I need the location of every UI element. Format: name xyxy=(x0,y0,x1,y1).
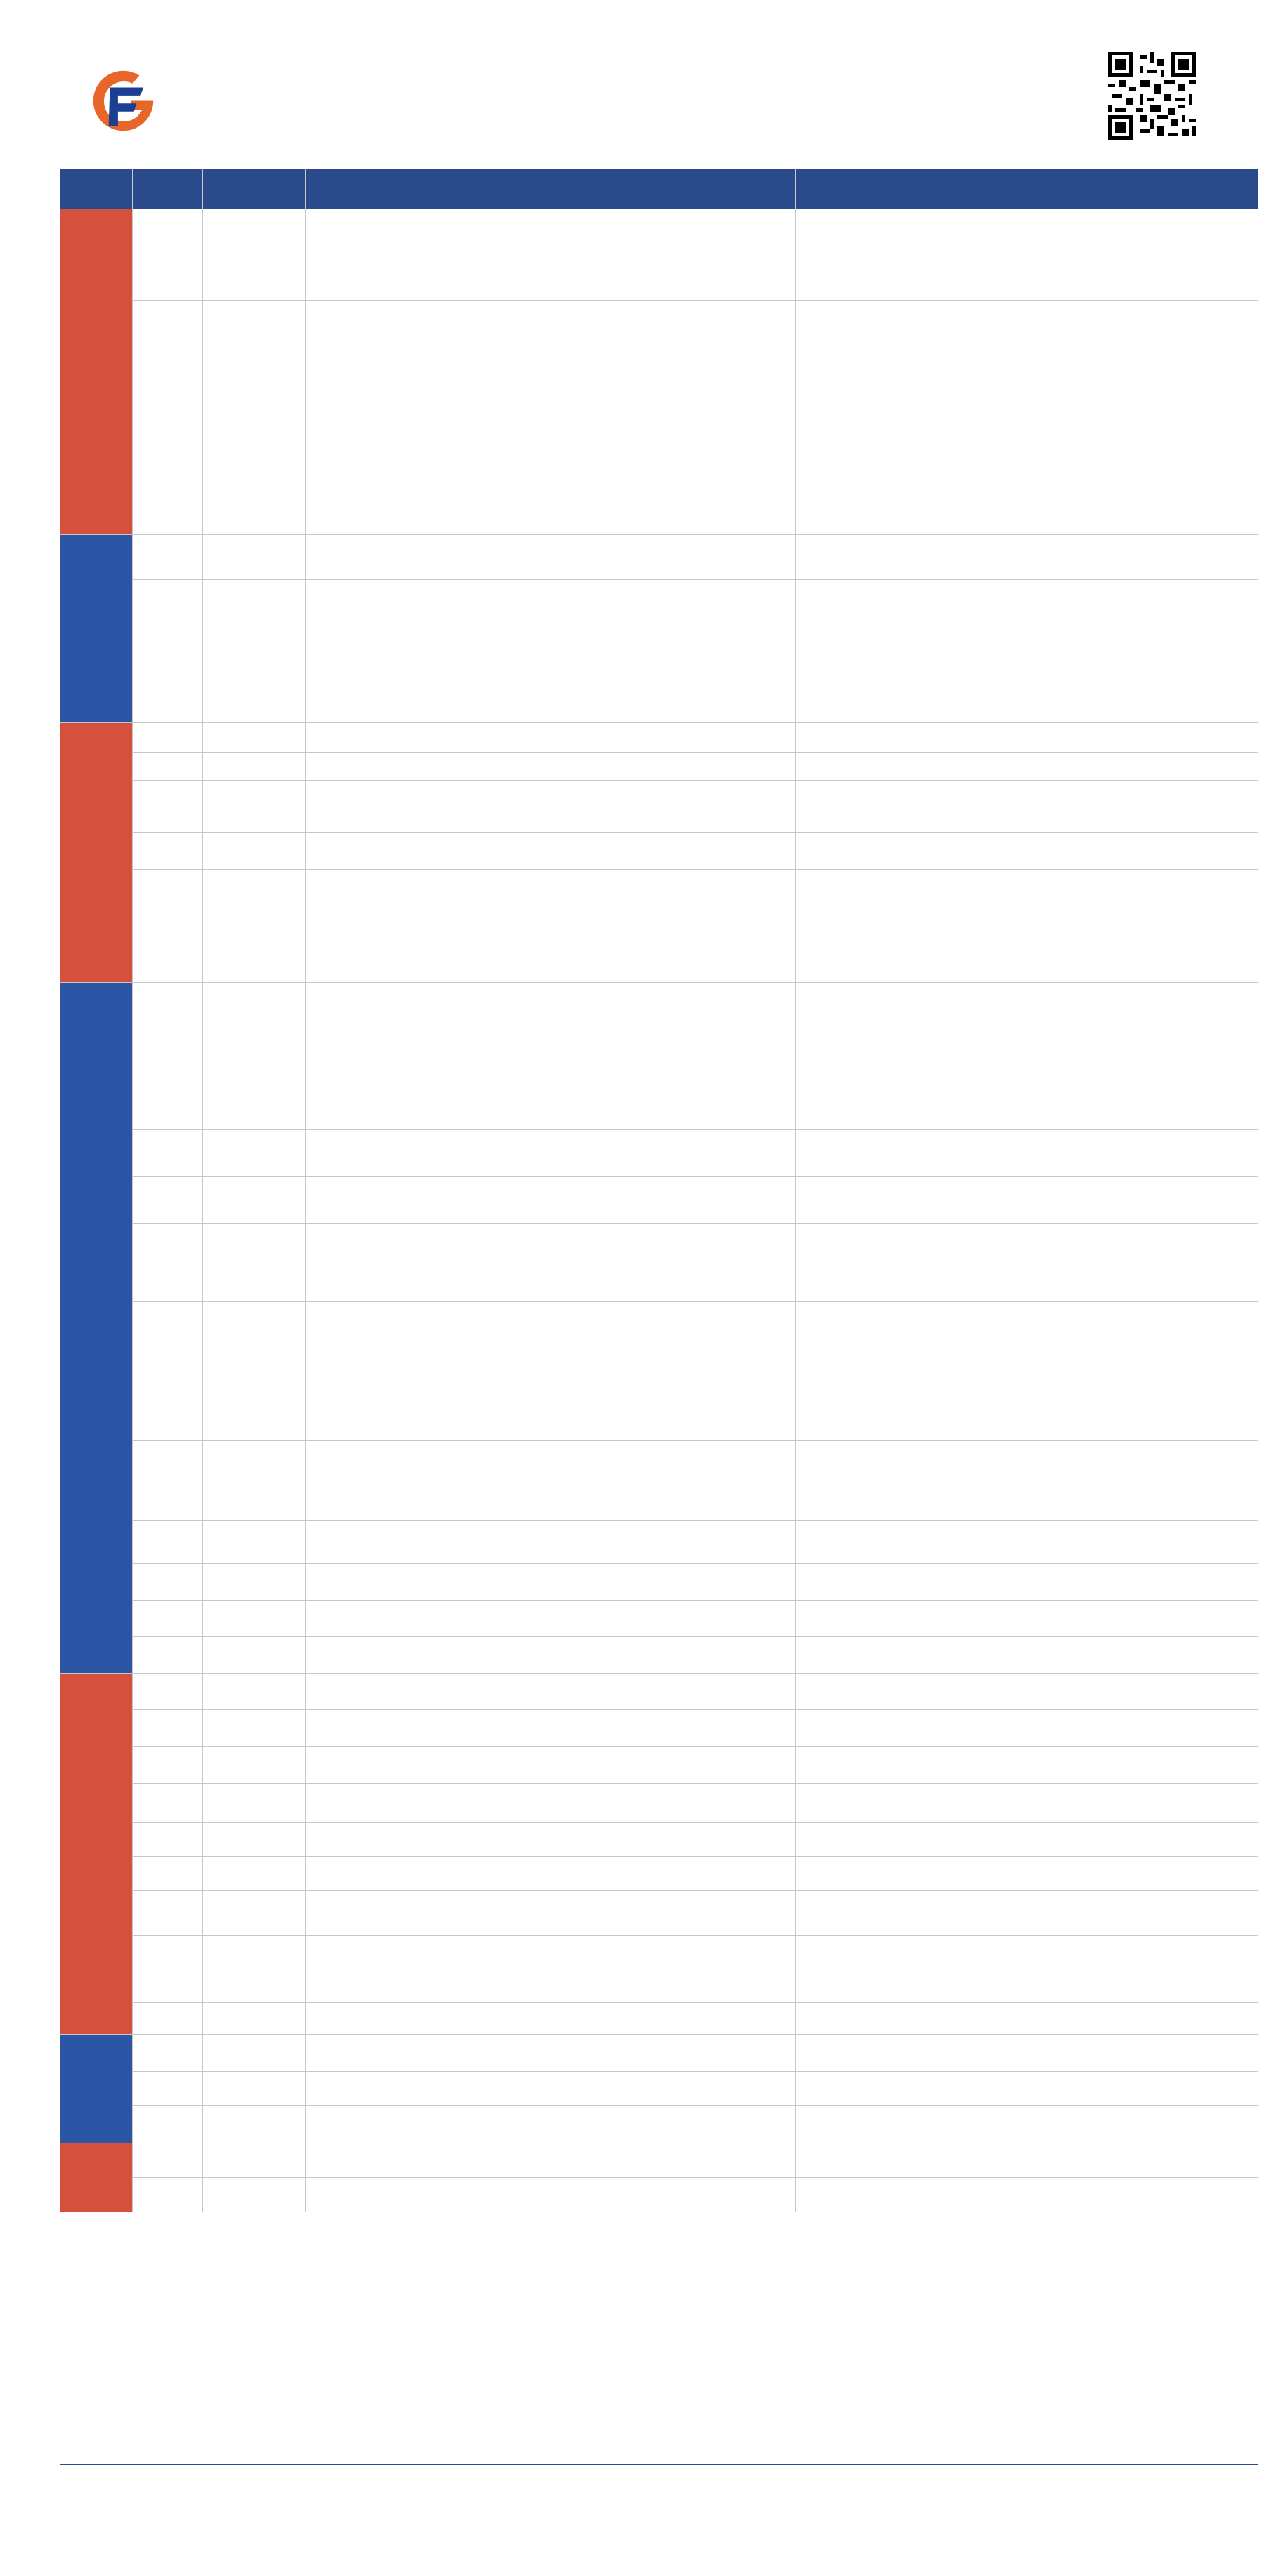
footer-divider xyxy=(60,2464,1258,2465)
advice-cell xyxy=(796,400,1258,485)
variety-cell xyxy=(133,983,203,1056)
sector-cell-newen xyxy=(60,2143,133,2212)
col-header-advice xyxy=(796,169,1258,209)
variety-cell xyxy=(133,1224,203,1259)
advice-cell xyxy=(796,1398,1258,1441)
contract-cell xyxy=(203,1564,306,1601)
contract-cell xyxy=(203,1710,306,1747)
contract-cell xyxy=(203,1823,306,1857)
contract-cell xyxy=(203,1130,306,1177)
comment-cell xyxy=(306,2072,796,2106)
sector-cell-energy xyxy=(60,983,133,1674)
advice-cell xyxy=(796,1674,1258,1710)
comment-cell xyxy=(306,2106,796,2143)
variety-cell xyxy=(133,400,203,485)
comment-cell xyxy=(306,400,796,485)
contract-cell xyxy=(203,1441,306,1478)
advice-cell xyxy=(796,633,1258,678)
contract-cell xyxy=(203,870,306,898)
advice-cell xyxy=(796,1521,1258,1564)
contract-cell xyxy=(203,983,306,1056)
comment-cell xyxy=(306,1601,796,1637)
comment-cell xyxy=(306,485,796,535)
variety-cell xyxy=(133,1747,203,1784)
advice-cell xyxy=(796,1224,1258,1259)
advice-cell xyxy=(796,1969,1258,2003)
comment-cell xyxy=(306,1056,796,1130)
variety-cell xyxy=(133,678,203,723)
advice-cell xyxy=(796,1637,1258,1674)
table-row xyxy=(60,870,1258,898)
variety-cell xyxy=(133,723,203,753)
commodity-table xyxy=(60,169,1258,2212)
table-body xyxy=(60,209,1258,2212)
advice-cell xyxy=(796,2106,1258,2143)
contract-cell xyxy=(203,2035,306,2072)
variety-cell xyxy=(133,2035,203,2072)
variety-cell xyxy=(133,781,203,833)
contract-cell xyxy=(203,926,306,954)
contract-cell xyxy=(203,1224,306,1259)
contract-cell xyxy=(203,898,306,926)
variety-cell xyxy=(133,2003,203,2035)
table-row xyxy=(60,1601,1258,1637)
table-row xyxy=(60,983,1258,1056)
contract-cell xyxy=(203,535,306,580)
table-row xyxy=(60,1355,1258,1398)
variety-cell xyxy=(133,301,203,400)
contract-cell xyxy=(203,2003,306,2035)
sector-cell-special xyxy=(60,2035,133,2143)
comment-cell xyxy=(306,1177,796,1224)
comment-cell xyxy=(306,1130,796,1177)
comment-cell xyxy=(306,1521,796,1564)
variety-cell xyxy=(133,2143,203,2178)
comment-cell xyxy=(306,209,796,301)
comment-cell xyxy=(306,633,796,678)
advice-cell xyxy=(796,1259,1258,1302)
gf-logo-icon xyxy=(90,67,157,134)
table-row xyxy=(60,1747,1258,1784)
advice-cell xyxy=(796,1302,1258,1355)
contract-cell xyxy=(203,1302,306,1355)
table-row xyxy=(60,580,1258,633)
contract-cell xyxy=(203,1398,306,1441)
contract-cell xyxy=(203,833,306,870)
advice-cell xyxy=(796,2143,1258,2178)
table-row xyxy=(60,400,1258,485)
table-row xyxy=(60,1823,1258,1857)
comment-cell xyxy=(306,1891,796,1936)
table-row xyxy=(60,723,1258,753)
table-row xyxy=(60,781,1258,833)
variety-cell xyxy=(133,1302,203,1355)
advice-cell xyxy=(796,723,1258,753)
table-header-row xyxy=(60,169,1258,209)
contract-cell xyxy=(203,485,306,535)
variety-cell xyxy=(133,1441,203,1478)
comment-cell xyxy=(306,1302,796,1355)
contract-cell xyxy=(203,1355,306,1398)
table-row xyxy=(60,1936,1258,1969)
advice-cell xyxy=(796,2072,1258,2106)
comment-cell xyxy=(306,1674,796,1710)
table-row xyxy=(60,301,1258,400)
table-row xyxy=(60,535,1258,580)
advice-cell xyxy=(796,1478,1258,1521)
variety-cell xyxy=(133,1601,203,1637)
variety-cell xyxy=(133,485,203,535)
contract-cell xyxy=(203,1177,306,1224)
sector-cell-fin xyxy=(60,209,133,535)
contract-cell xyxy=(203,1259,306,1302)
comment-cell xyxy=(306,1564,796,1601)
advice-cell xyxy=(796,983,1258,1056)
advice-cell xyxy=(796,870,1258,898)
contract-cell xyxy=(203,723,306,753)
advice-cell xyxy=(796,954,1258,983)
contract-cell xyxy=(203,1936,306,1969)
table-row xyxy=(60,485,1258,535)
variety-cell xyxy=(133,954,203,983)
comment-cell xyxy=(306,833,796,870)
comment-cell xyxy=(306,1747,796,1784)
variety-cell xyxy=(133,1823,203,1857)
comment-cell xyxy=(306,1355,796,1398)
table-row xyxy=(60,1969,1258,2003)
comment-cell xyxy=(306,2143,796,2178)
advice-cell xyxy=(796,1441,1258,1478)
table-row xyxy=(60,1177,1258,1224)
table-row xyxy=(60,1224,1258,1259)
comment-cell xyxy=(306,678,796,723)
table-row xyxy=(60,898,1258,926)
comment-cell xyxy=(306,753,796,781)
contract-cell xyxy=(203,301,306,400)
variety-cell xyxy=(133,535,203,580)
variety-cell xyxy=(133,1478,203,1521)
variety-cell xyxy=(133,580,203,633)
contract-cell xyxy=(203,781,306,833)
comment-cell xyxy=(306,954,796,983)
table-row xyxy=(60,1259,1258,1302)
col-header-sector xyxy=(60,169,133,209)
col-header-contract xyxy=(203,169,306,209)
contract-cell xyxy=(203,2072,306,2106)
comment-cell xyxy=(306,2178,796,2212)
contract-cell xyxy=(203,209,306,301)
advice-cell xyxy=(796,753,1258,781)
advice-cell xyxy=(796,2178,1258,2212)
variety-cell xyxy=(133,1637,203,1674)
table-row xyxy=(60,1130,1258,1177)
contract-cell xyxy=(203,1891,306,1936)
table-row xyxy=(60,2178,1258,2212)
variety-cell xyxy=(133,2106,203,2143)
advice-cell xyxy=(796,1355,1258,1398)
comment-cell xyxy=(306,723,796,753)
advice-cell xyxy=(796,1710,1258,1747)
table-row xyxy=(60,1441,1258,1478)
table-row xyxy=(60,1521,1258,1564)
table-row xyxy=(60,1478,1258,1521)
contract-cell xyxy=(203,2143,306,2178)
comment-cell xyxy=(306,1398,796,1441)
table-row xyxy=(60,926,1258,954)
advice-cell xyxy=(796,678,1258,723)
variety-cell xyxy=(133,1521,203,1564)
variety-cell xyxy=(133,1130,203,1177)
comment-cell xyxy=(306,1441,796,1478)
contract-cell xyxy=(203,2106,306,2143)
variety-cell xyxy=(133,753,203,781)
table-row xyxy=(60,954,1258,983)
advice-cell xyxy=(796,833,1258,870)
comment-cell xyxy=(306,1857,796,1891)
advice-cell xyxy=(796,1823,1258,1857)
comment-cell xyxy=(306,301,796,400)
variety-cell xyxy=(133,833,203,870)
table-row xyxy=(60,209,1258,301)
comment-cell xyxy=(306,1710,796,1747)
contract-cell xyxy=(203,1857,306,1891)
comment-cell xyxy=(306,1224,796,1259)
contract-cell xyxy=(203,954,306,983)
table-row xyxy=(60,1674,1258,1710)
table-row xyxy=(60,2035,1258,2072)
comment-cell xyxy=(306,1259,796,1302)
variety-cell xyxy=(133,1891,203,1936)
advice-cell xyxy=(796,1891,1258,1936)
contract-cell xyxy=(203,400,306,485)
variety-cell xyxy=(133,870,203,898)
contract-cell xyxy=(203,1478,306,1521)
advice-cell xyxy=(796,1784,1258,1823)
variety-cell xyxy=(133,1674,203,1710)
table-row xyxy=(60,678,1258,723)
header xyxy=(0,0,1269,165)
contract-cell xyxy=(203,1521,306,1564)
advice-cell xyxy=(796,1747,1258,1784)
table-row xyxy=(60,633,1258,678)
variety-cell xyxy=(133,633,203,678)
table-row xyxy=(60,2143,1258,2178)
comment-cell xyxy=(306,1784,796,1823)
comment-cell xyxy=(306,870,796,898)
table-row xyxy=(60,753,1258,781)
contract-cell xyxy=(203,1601,306,1637)
comment-cell xyxy=(306,1637,796,1674)
contract-cell xyxy=(203,753,306,781)
contract-cell xyxy=(203,580,306,633)
variety-cell xyxy=(133,898,203,926)
variety-cell xyxy=(133,1355,203,1398)
sector-cell-ferrous xyxy=(60,535,133,723)
table-row xyxy=(60,2106,1258,2143)
sector-cell-nonferrous xyxy=(60,723,133,983)
contract-cell xyxy=(203,2178,306,2212)
variety-cell xyxy=(133,1056,203,1130)
contract-cell xyxy=(203,1969,306,2003)
advice-cell xyxy=(796,1056,1258,1130)
advice-cell xyxy=(796,1857,1258,1891)
contract-cell xyxy=(203,1637,306,1674)
table-row xyxy=(60,1857,1258,1891)
advice-cell xyxy=(796,2003,1258,2035)
table-row xyxy=(60,2072,1258,2106)
advice-cell xyxy=(796,485,1258,535)
advice-cell xyxy=(796,1936,1258,1969)
table-row xyxy=(60,1891,1258,1936)
comment-cell xyxy=(306,781,796,833)
variety-cell xyxy=(133,1259,203,1302)
variety-cell xyxy=(133,2178,203,2212)
advice-cell xyxy=(796,301,1258,400)
contract-cell xyxy=(203,1747,306,1784)
variety-cell xyxy=(133,1177,203,1224)
advice-cell xyxy=(796,1601,1258,1637)
variety-cell xyxy=(133,926,203,954)
table-row xyxy=(60,1564,1258,1601)
advice-cell xyxy=(796,580,1258,633)
table-row xyxy=(60,2003,1258,2035)
table-row xyxy=(60,1398,1258,1441)
variety-cell xyxy=(133,1969,203,2003)
comment-cell xyxy=(306,580,796,633)
comment-cell xyxy=(306,926,796,954)
table-row xyxy=(60,1302,1258,1355)
comment-cell xyxy=(306,1969,796,2003)
table-row xyxy=(60,1710,1258,1747)
advice-cell xyxy=(796,898,1258,926)
comment-cell xyxy=(306,983,796,1056)
advice-cell xyxy=(796,1564,1258,1601)
comment-cell xyxy=(306,898,796,926)
advice-cell xyxy=(796,781,1258,833)
variety-cell xyxy=(133,1784,203,1823)
wechat-qr-code-icon xyxy=(1108,52,1196,140)
comment-cell xyxy=(306,1936,796,1969)
comment-cell xyxy=(306,2035,796,2072)
advice-cell xyxy=(796,535,1258,580)
contract-cell xyxy=(203,1056,306,1130)
sector-cell-agri xyxy=(60,1674,133,2035)
comment-cell xyxy=(306,1823,796,1857)
variety-cell xyxy=(133,1857,203,1891)
variety-cell xyxy=(133,1564,203,1601)
contract-cell xyxy=(203,1784,306,1823)
advice-cell xyxy=(796,2035,1258,2072)
col-header-comment xyxy=(306,169,796,209)
comment-cell xyxy=(306,535,796,580)
variety-cell xyxy=(133,2072,203,2106)
table-row xyxy=(60,1784,1258,1823)
col-header-variety xyxy=(133,169,203,209)
contract-cell xyxy=(203,1674,306,1710)
variety-cell xyxy=(133,1936,203,1969)
variety-cell xyxy=(133,1398,203,1441)
advice-cell xyxy=(796,926,1258,954)
advice-cell xyxy=(796,209,1258,301)
advice-cell xyxy=(796,1130,1258,1177)
variety-cell xyxy=(133,209,203,301)
gf-logo xyxy=(90,65,343,142)
table-row xyxy=(60,833,1258,870)
contract-cell xyxy=(203,678,306,723)
variety-cell xyxy=(133,1710,203,1747)
contract-cell xyxy=(203,633,306,678)
comment-cell xyxy=(306,2003,796,2035)
table-row xyxy=(60,1637,1258,1674)
advice-cell xyxy=(796,1177,1258,1224)
comment-cell xyxy=(306,1478,796,1521)
table-row xyxy=(60,1056,1258,1130)
